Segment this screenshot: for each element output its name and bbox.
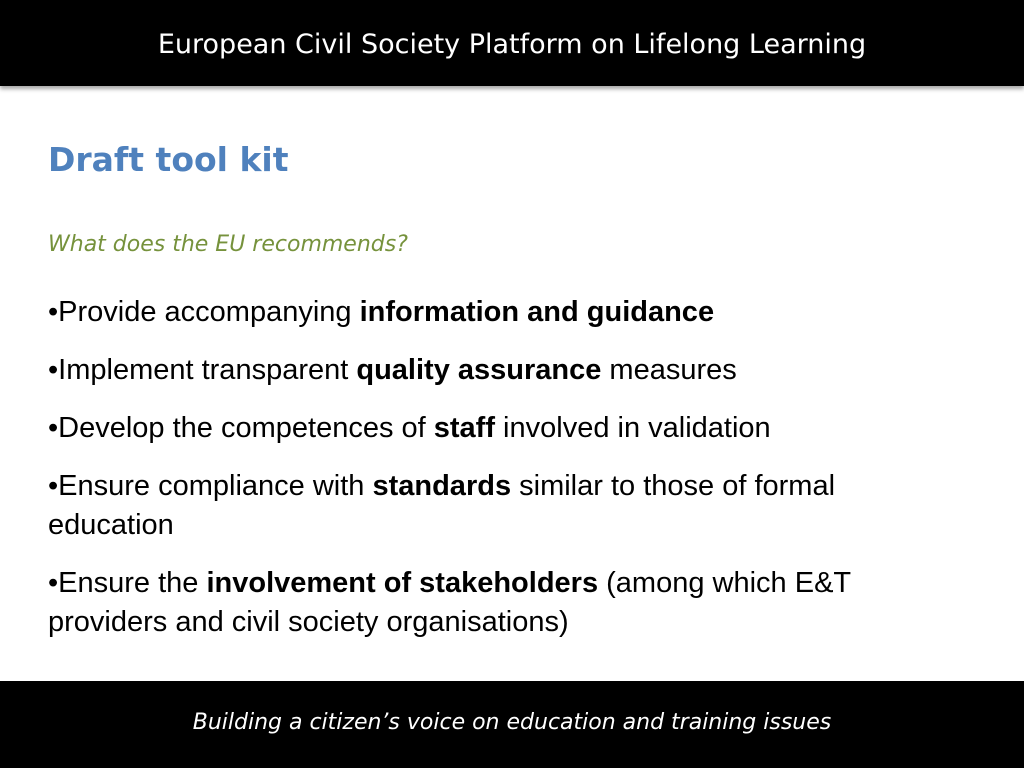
- bullet-emphasis: information and guidance: [359, 296, 715, 328]
- bullet-text: •Ensure compliance with: [48, 470, 373, 502]
- slide-subtitle: What does the EU recommends?: [48, 232, 408, 257]
- bullet-item: [48, 564, 948, 642]
- header-title: European Civil Society Platform on Lifelong Learning: [157, 29, 867, 60]
- bullet-item: [48, 467, 948, 545]
- bullet-emphasis: staff: [433, 412, 495, 444]
- header-bar: [0, 0, 1024, 86]
- bullet-item: [48, 293, 948, 332]
- bullet-text: •Ensure the: [48, 567, 207, 599]
- bullet-text: similar to those of formal education: [48, 470, 836, 541]
- footer-bar: [0, 681, 1024, 768]
- bullet-item: [48, 409, 948, 448]
- slide-title: Draft tool kit: [48, 140, 289, 179]
- bullet-text: (among which E&T providers and civil society organisations): [48, 567, 851, 638]
- bullet-emphasis: quality assurance: [356, 354, 602, 386]
- bullet-text: involved in validation: [495, 412, 771, 444]
- bullet-text: •Provide accompanying: [48, 296, 360, 328]
- footer-tagline: Building a citizen’s voice on education and training issues: [192, 710, 832, 735]
- bullet-emphasis: standards: [372, 470, 512, 502]
- bullet-item: [48, 351, 948, 390]
- bullet-text: •Develop the competences of: [48, 412, 434, 444]
- bullet-text: •Implement transparent: [48, 354, 357, 386]
- bullet-list: [48, 293, 948, 661]
- bullet-text: measures: [601, 354, 737, 386]
- bullet-emphasis: involvement of stakeholders: [206, 567, 599, 599]
